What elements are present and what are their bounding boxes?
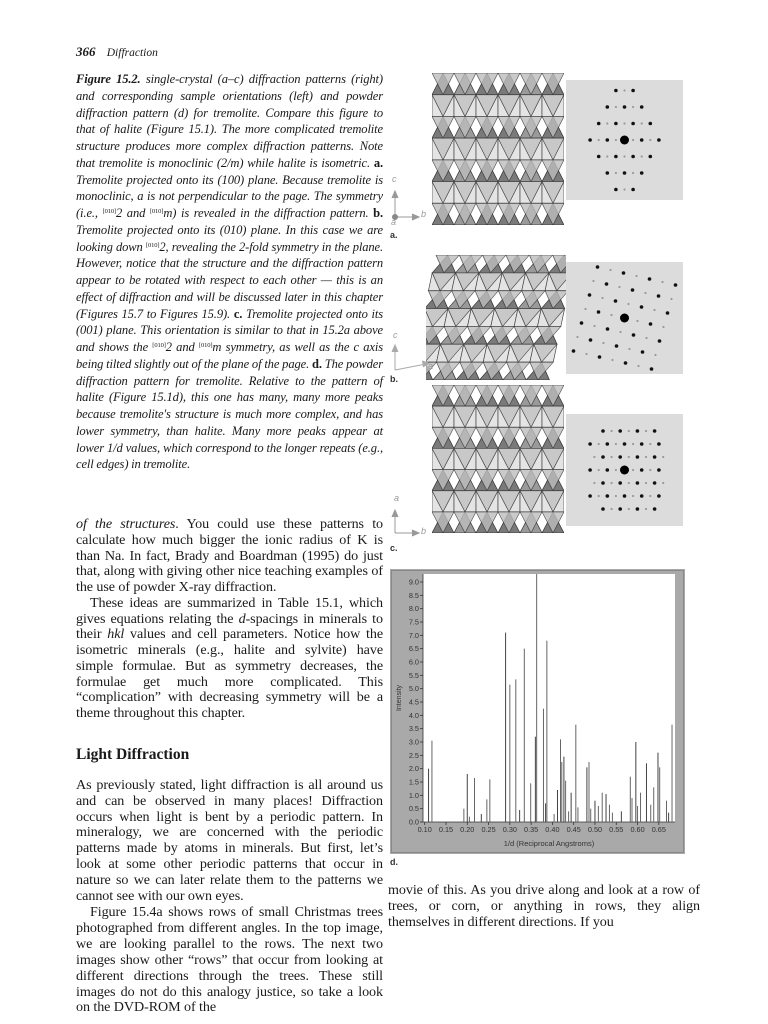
plot-area [423, 574, 675, 822]
paragraph [76, 596, 383, 722]
y-axis-label: Intensity [396, 684, 403, 712]
diffraction-spot [631, 155, 635, 159]
diffraction-spot [623, 122, 625, 124]
diffraction-spot [609, 269, 611, 271]
diffraction-spot [631, 89, 635, 93]
diffraction-spot [615, 495, 617, 497]
diffraction-spot [631, 288, 635, 292]
caption-label-d: d. [311, 356, 322, 371]
diffraction-spot [601, 507, 605, 511]
diffraction-spot [670, 298, 672, 300]
axis-label: c [393, 330, 398, 340]
diffraction-spot [657, 442, 661, 446]
diffraction-spot [637, 365, 639, 367]
diffraction-spot [606, 327, 610, 331]
y-tick-label: 9.0 [408, 577, 419, 587]
diffraction-spot [585, 353, 587, 355]
y-tick-label: 6.0 [408, 657, 419, 667]
diffraction-spot [601, 297, 603, 299]
x-tick-label: 0.10 [417, 825, 432, 834]
powder-diffraction-chart [390, 569, 685, 854]
page-header [76, 44, 158, 61]
diffraction-spot [640, 138, 644, 142]
diffraction-spot [614, 155, 618, 159]
y-tick-label: 3.5 [408, 724, 419, 734]
y-tick-label: 1.5 [408, 777, 419, 787]
diffraction-spot [653, 455, 657, 459]
diffraction-spot [636, 481, 640, 485]
x-tick-label: 0.55 [609, 825, 624, 834]
diffraction-spot [618, 455, 622, 459]
diffraction-spot [636, 320, 638, 322]
diffraction-spot [645, 430, 647, 432]
italic-text: d [238, 610, 246, 627]
diffraction-spot [605, 282, 609, 286]
caption-text: 2, revealing the 2-fold symmetry in the plane. However, notice that the structure and the diffraction pattern appear to be rotated with respect to each other — this is an effect of diffraction and will be discussed later in this chapter (Figures 15.7 to Figures 15.9). [76, 239, 383, 321]
polyhedra-group [432, 385, 564, 533]
x-tick-label: 0.65 [651, 825, 666, 834]
caption-text: 2 and [165, 340, 199, 354]
diffraction-spot [614, 89, 618, 93]
diffraction-spot [622, 271, 626, 275]
caption-label-b: b. [373, 206, 383, 220]
diffraction-spot [572, 349, 576, 353]
paragraph: Figure 15.4a shows rows of small Christmas trees photographed from different angles. In the top image, we are looking parallel to the rows. The next two images show other “rows” that occur from looking at different directions through the trees. These still images do not do this analogy justice, so take a look on the DVD-ROM of the [76, 904, 383, 1016]
diffraction-spot [601, 455, 605, 459]
diffraction-spot [641, 155, 643, 157]
diffraction-spot [631, 188, 635, 192]
diffraction-spot [632, 443, 634, 445]
diffraction-spot [598, 443, 600, 445]
y-tick-label: 8.5 [408, 590, 419, 600]
y-tick-label: 4.5 [408, 697, 419, 707]
diffraction-spot [657, 494, 661, 498]
diffraction-spot [618, 286, 620, 288]
diffraction-spot [597, 122, 601, 126]
diffraction-spot [614, 299, 618, 303]
diffraction-spot [666, 311, 670, 315]
diffraction-spot [611, 430, 613, 432]
diffraction-spot [658, 339, 662, 343]
diffraction-spot [606, 155, 608, 157]
x-tick-label: 0.50 [587, 825, 603, 834]
diffraction-pattern-a [566, 80, 683, 200]
paragraph: movie of this. As you drive along and look at a row of trees, or corn, or anything in rows, they align themselves in different directions. If you [388, 882, 700, 930]
caption-text: single-crystal (a–c) diffraction patterns (right) and corresponding sample orientations (left) and powder diffraction pattern (d) for tremolite. Compare this figure to that of halite (Figure 15.1). The more complicated tremolite structure produces more complex diffraction patterns. Note that tremolite is monoclinic (2/m) while halite is isometric. [76, 72, 383, 170]
y-tick-label: 8.0 [408, 604, 419, 614]
caption-text: Tremolite projected onto its (100) plane. Because tremolite is monoclinic, a is not perpendicular to the page. The symmetry (i.e., [76, 172, 383, 220]
diffraction-spot [588, 442, 592, 446]
left-text-column [76, 71, 383, 1016]
diffraction-spot [632, 139, 634, 141]
diffraction-spot [649, 155, 653, 159]
diffraction-spot [662, 482, 664, 484]
body-text-column-left-bottom [76, 778, 383, 1017]
diffraction-spot [597, 310, 601, 314]
diffraction-spot [588, 293, 592, 297]
diffraction-spot [598, 469, 600, 471]
body-text-column-left-top [76, 517, 383, 722]
diffraction-spot [650, 367, 654, 371]
diffraction-spot [627, 303, 629, 305]
diffraction-spot [628, 508, 630, 510]
paragraph-text: values and cell parameters. Notice how the isometric minerals (e.g., halite and sylvite) have simple formulae. But as symmetry decreases, the formulae get much more complicated. This “complication” with decreasing symmetry will be a theme throughout this chapter. [76, 626, 384, 721]
x-tick-label: 0.20 [460, 825, 475, 834]
caption-text: Tremolite projected onto its (001) plane. This orientation is similar to that in 15.2a above and shows the [76, 306, 383, 354]
diffraction-spot [593, 325, 595, 327]
caption-direction: [010] [198, 342, 213, 349]
diffraction-spot [632, 172, 634, 174]
diffraction-spot [598, 355, 602, 359]
x-axis-label: 1/d (Reciprocal Angstroms) [503, 839, 595, 848]
caption-text: 2 and [116, 206, 150, 220]
diffraction-spot [615, 106, 617, 108]
diffraction-spot [657, 138, 661, 142]
diffraction-spot [640, 494, 644, 498]
diffraction-spot [620, 466, 629, 475]
diffraction-spot [598, 495, 600, 497]
diffraction-spot [623, 188, 625, 190]
diffraction-spot [606, 468, 610, 472]
diffraction-spot [615, 469, 617, 471]
caption-label-c: c. [233, 306, 243, 321]
diffraction-spot [628, 348, 630, 350]
diffraction-spot [596, 265, 600, 269]
diffraction-spot [611, 359, 613, 361]
y-tick-label: 1.0 [408, 790, 419, 800]
paragraph [76, 517, 383, 596]
y-tick-label: 0.0 [408, 817, 419, 827]
diffraction-spot [615, 139, 617, 141]
diffraction-spot [618, 507, 622, 511]
diffraction-spot [649, 322, 653, 326]
diffraction-spot [640, 105, 644, 109]
paragraph: As previously stated, light diffraction is all around us and can be observed in many places! Diffraction occurs when light is bent by a periodic pattern. In mineralogy, we are concerned with the periodic patterns made by atoms in minerals. But first, let’s look at some other periodic patterns that occur in nature so we can later relate them to the patterns we cannot see with our own eyes. [76, 776, 383, 905]
diffraction-spot [606, 122, 608, 124]
diffraction-spot [623, 494, 627, 498]
diffraction-spot [674, 283, 678, 287]
y-tick-label: 3.0 [408, 737, 419, 747]
diffraction-spot [611, 456, 613, 458]
diffraction-spot [653, 309, 655, 311]
x-tick-label: 0.30 [502, 825, 517, 834]
figure-caption [76, 71, 383, 473]
panel-label-b: b. [390, 374, 398, 384]
diffraction-spot [593, 456, 595, 458]
caption-text: m) is revealed in the diffraction pattern. [163, 206, 374, 220]
caption-text: m symmetry, as well as the c axis being tilted slightly out of the plane of the page. [76, 340, 383, 371]
crystal-structure-image-b [426, 255, 566, 380]
diffraction-spot [648, 277, 652, 281]
diffraction-spot [649, 495, 651, 497]
axis-label: a [394, 493, 400, 503]
diffraction-spot [632, 495, 634, 497]
diffraction-spot [606, 494, 610, 498]
axis-label: a [428, 361, 434, 371]
diffraction-spot [614, 122, 618, 126]
diffraction-spot [606, 105, 610, 109]
diffraction-spot [584, 308, 586, 310]
diffraction-spot [645, 456, 647, 458]
diffraction-spot [635, 275, 637, 277]
diffraction-spot [661, 281, 663, 283]
y-tick-label: 2.0 [408, 764, 419, 774]
diffraction-spot [606, 138, 610, 142]
x-tick-label: 0.45 [566, 825, 581, 834]
panel-label-a: a. [390, 230, 398, 240]
diffraction-spot [640, 305, 644, 309]
diffraction-spot [641, 350, 645, 354]
diffraction-spot [641, 122, 643, 124]
diffraction-spot [649, 469, 651, 471]
diffraction-spot [624, 361, 628, 365]
diffraction-pattern-b [566, 262, 683, 374]
diffraction-spot [657, 468, 661, 472]
diffraction-spot [588, 468, 592, 472]
paragraph-text: -spacings in minerals to their [76, 610, 383, 643]
caption-direction: [010] [152, 342, 166, 349]
polyhedra-group [426, 255, 566, 380]
x-tick-label: 0.25 [481, 825, 496, 834]
caption-figure-number: Figure 15.2. [76, 72, 141, 86]
page-number: 366 [76, 44, 96, 59]
diffraction-spot [619, 331, 621, 333]
x-tick-label: 0.15 [438, 825, 454, 834]
axis-label: c [392, 174, 397, 184]
diffraction-spot [589, 338, 593, 342]
panel-label-d: d. [390, 857, 398, 867]
diffraction-spot [620, 314, 629, 323]
diffraction-spot [601, 481, 605, 485]
diffraction-spot [614, 188, 618, 192]
diffraction-spot [632, 106, 634, 108]
diffraction-spot [653, 481, 657, 485]
diffraction-spot [576, 336, 578, 338]
running-title: Diffraction [106, 47, 158, 59]
diffraction-spot [588, 138, 592, 142]
x-tick-label: 0.40 [545, 825, 560, 834]
diffraction-spot [662, 326, 664, 328]
diffraction-spot [628, 430, 630, 432]
diffraction-spot [636, 507, 640, 511]
diffraction-spot [602, 342, 604, 344]
diffraction-spot [628, 482, 630, 484]
diffraction-spot [588, 494, 592, 498]
diffraction-spot [623, 89, 625, 91]
diffraction-spot [618, 429, 622, 433]
diffraction-pattern-c [566, 414, 683, 526]
diffraction-spot [640, 442, 644, 446]
crystal-structure-image-a [432, 73, 564, 225]
polyhedra-group [432, 73, 564, 225]
diffraction-spot [636, 429, 640, 433]
italic-text: of the structures [76, 516, 176, 532]
paragraph-text: These ideas are summarized in Table 15.1, which gives equations relating the [76, 594, 383, 627]
diffraction-spot [593, 482, 595, 484]
diffraction-spot [598, 139, 600, 141]
diffraction-spot [623, 105, 627, 109]
diffraction-spot [592, 280, 594, 282]
section-heading: Light Diffraction [76, 745, 190, 763]
caption-text: The powder diffraction pattern for tremolite. Relative to the pattern of halite (Figure 15.1d), this one has many, many more peaks because tremolite's structure is much more complex, and has lower symmetry, than halite. Many more peaks appear at lower 1/d values, which correspond to the longer repeats (e.g., cell edges) in tremolite. [76, 356, 383, 472]
caption-text: Tremolite projected onto its (010) plane. In this case we are looking down [76, 222, 383, 254]
diffraction-spot [611, 482, 613, 484]
diffraction-spot [601, 429, 605, 433]
diffraction-spot [606, 171, 610, 175]
diffraction-spot [623, 442, 627, 446]
diffraction-spot [640, 171, 644, 175]
diffraction-spot [618, 481, 622, 485]
diffraction-spot [580, 321, 584, 325]
diffraction-spot [645, 508, 647, 510]
x-tick-label: 0.35 [524, 825, 539, 834]
diffraction-spot [597, 155, 601, 159]
diffraction-spot [649, 139, 651, 141]
diffraction-spot [620, 136, 629, 145]
diffraction-spot [649, 122, 653, 126]
diffraction-spot [645, 482, 647, 484]
diffraction-spot [632, 469, 634, 471]
y-tick-label: 2.5 [408, 750, 419, 760]
y-tick-label: 7.0 [408, 630, 419, 640]
diffraction-spot [653, 507, 657, 511]
y-tick-label: 0.5 [408, 804, 419, 814]
y-tick-label: 7.5 [408, 617, 419, 627]
diffraction-spot [645, 337, 647, 339]
y-tick-label: 4.0 [408, 710, 419, 720]
diffraction-spot [632, 333, 636, 337]
diffraction-spot [606, 442, 610, 446]
diffraction-spot [611, 508, 613, 510]
crystal-structure-image-c [432, 385, 564, 533]
diffraction-spot [662, 456, 664, 458]
diffraction-spot [615, 443, 617, 445]
panel-label-c: c. [390, 543, 398, 553]
body-text-column-right [388, 883, 700, 931]
diffraction-spot [640, 468, 644, 472]
x-tick-label: 0.60 [630, 825, 645, 834]
diffraction-spot [615, 172, 617, 174]
axis-label: b [421, 526, 427, 536]
axis-label: b [421, 209, 427, 219]
diffraction-spot [623, 171, 627, 175]
diffraction-spot [610, 314, 612, 316]
diffraction-spot [636, 455, 640, 459]
diffraction-spot [654, 354, 656, 356]
y-tick-label: 5.0 [408, 684, 419, 694]
axis-label: a [391, 217, 397, 227]
caption-label-a: a. [373, 155, 383, 170]
diffraction-spot [649, 443, 651, 445]
diffraction-spot [631, 122, 635, 126]
y-tick-label: 6.5 [408, 644, 419, 654]
diffraction-spot [623, 155, 625, 157]
diffraction-spot [628, 456, 630, 458]
y-tick-label: 5.5 [408, 670, 419, 680]
caption-direction: [010] [102, 208, 117, 215]
diffraction-spot [644, 292, 646, 294]
italic-text: hkl [107, 626, 125, 643]
caption-direction: [010] [145, 241, 160, 249]
diffraction-spot [615, 344, 619, 348]
paragraph-text: . You could use these patterns to calculate how much bigger the ionic radius of K is than Na. In fact, Brady and Boardman (1995) do just that, along with giving other nice teaching examples of the use of powder X-ray diffraction. [76, 516, 383, 595]
caption-direction: [010] [149, 208, 164, 215]
diffraction-spot [657, 294, 661, 298]
diffraction-spot [653, 429, 657, 433]
